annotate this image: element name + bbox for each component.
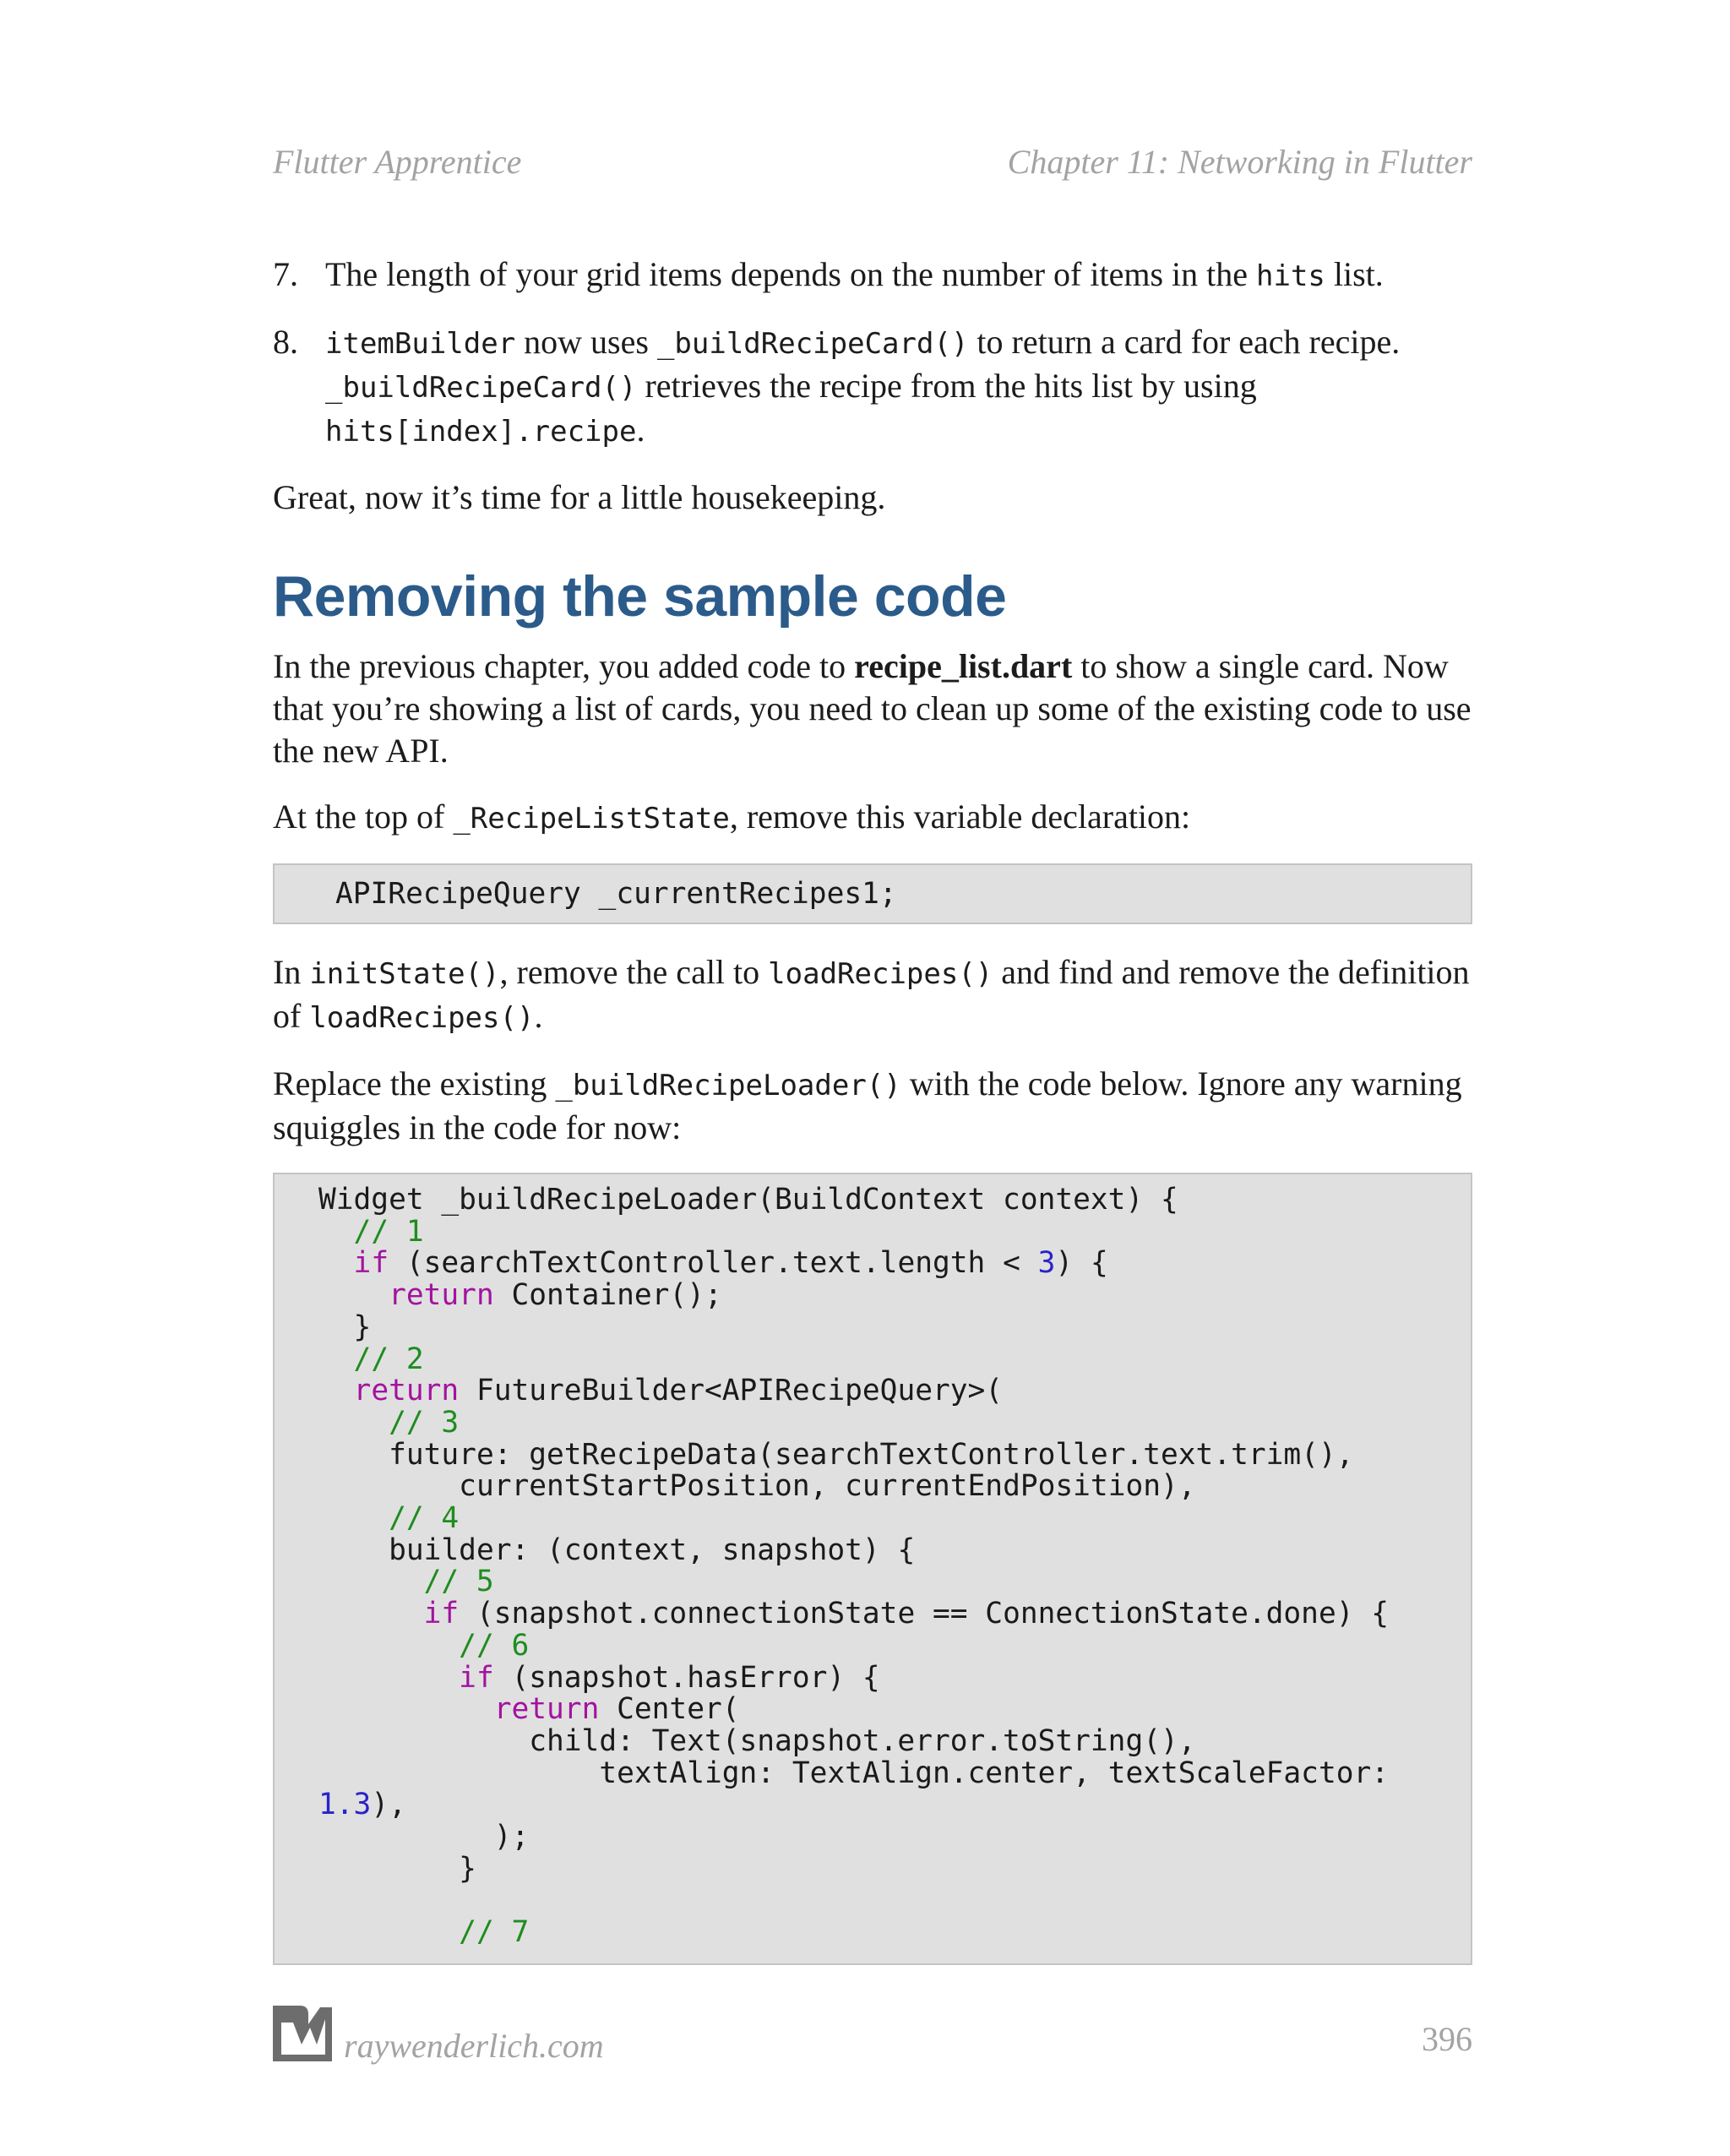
paragraph-housekeeping: Great, now it’s time for a little housekeeping. <box>273 478 886 516</box>
code-keyword: return <box>389 1278 494 1313</box>
code-comment: // 2 <box>353 1342 424 1376</box>
paragraph-initstate <box>273 951 1472 1039</box>
code-line <box>318 1598 1471 1631</box>
code-line <box>318 1628 1471 1663</box>
list-text: . <box>636 411 645 449</box>
site-name: raywenderlich.com <box>344 2027 604 2065</box>
code-text: Center( <box>599 1692 740 1727</box>
code-line <box>318 1471 1471 1503</box>
code-keyword: if <box>353 1246 389 1281</box>
list-text: list. <box>1325 255 1384 293</box>
code-comment: // 3 <box>389 1405 460 1440</box>
inline-code: loadRecipes() <box>768 957 993 991</box>
code-line <box>318 1503 1471 1535</box>
inline-code: _buildRecipeCard() <box>325 371 637 405</box>
code-line <box>318 1184 1471 1217</box>
text: In the previous chapter, you added code to <box>273 647 855 685</box>
list-item-8 <box>273 321 1472 453</box>
inline-code: itemBuilder <box>325 327 516 361</box>
page-footer <box>273 2002 1472 2070</box>
code-comment: // 7 <box>459 1915 530 1950</box>
code-number: 1.3 <box>318 1788 372 1822</box>
code-line <box>318 1851 1471 1886</box>
code-text: ); <box>493 1820 530 1854</box>
code-line <box>318 1789 1471 1821</box>
code-text: textAlign: TextAlign.center, textScaleFactor: <box>599 1756 1390 1790</box>
code-text: currentStartPosition, currentEndPosition), <box>459 1469 1196 1504</box>
section-heading: Removing the sample code <box>273 564 1007 629</box>
list-number: 7. <box>273 255 298 293</box>
code-line <box>318 1821 1471 1854</box>
page-content <box>273 253 1472 1992</box>
inline-code: hits[index].recipe <box>325 415 637 449</box>
file-name: recipe_list.dart <box>854 647 1073 685</box>
text: and find and remove the definition of <box>273 953 1470 1035</box>
code-keyword: if <box>459 1660 494 1695</box>
code-line <box>318 1723 1471 1758</box>
list-text: to return a card for each recipe. <box>968 323 1401 361</box>
code-line <box>318 1375 1471 1407</box>
code-line <box>318 1280 1471 1312</box>
code-text: (snapshot.hasError) { <box>493 1660 880 1695</box>
text: to show a single card. Now that you’re showing a list of cards, you need to clean up some of the existing code to use the new API. <box>273 647 1472 770</box>
code-line <box>318 1694 1471 1726</box>
inline-code: _buildRecipeCard() <box>656 327 969 361</box>
code-block-declaration <box>273 863 1472 924</box>
paragraph-replace <box>273 1063 1472 1149</box>
code-line-blank <box>318 1885 1471 1917</box>
inline-code: _buildRecipeLoader() <box>555 1069 901 1102</box>
code-text: (searchTextController.text.length < <box>389 1246 1038 1281</box>
text: , remove the call to <box>499 953 769 991</box>
code-line <box>318 1535 1471 1567</box>
list-text: The length of your grid items depends on the number of items in the <box>325 255 1256 293</box>
chapter-title: Chapter 11: Networking in Flutter <box>1007 143 1472 181</box>
page-number: 396 <box>1422 2020 1472 2058</box>
text: with the code below. Ignore any warning squiggles in the code for now: <box>273 1064 1462 1146</box>
inline-code: initState() <box>309 957 500 991</box>
code-text: FutureBuilder<APIRecipeQuery>( <box>459 1374 1004 1408</box>
text: At the top of <box>273 798 454 836</box>
code-keyword: if <box>423 1597 460 1631</box>
inline-code: loadRecipes() <box>309 1001 535 1035</box>
text: . <box>534 997 543 1035</box>
code-text: } <box>459 1851 476 1886</box>
code-line <box>318 1248 1471 1280</box>
code-text: Widget _buildRecipeLoader(BuildContext context) { <box>318 1183 1178 1217</box>
code-line: APIRecipeQuery _currentRecipes1; <box>335 877 897 911</box>
code-text: } <box>353 1309 372 1344</box>
list-number: 8. <box>273 323 298 361</box>
raywenderlich-logo-icon <box>273 2002 332 2061</box>
code-text: future: getRecipeData(searchTextController.text.trim(), <box>389 1437 1354 1472</box>
code-keyword: return <box>493 1692 600 1727</box>
inline-code: hits <box>1256 259 1325 293</box>
inline-code: _RecipeListState <box>453 802 730 836</box>
code-line <box>318 1758 1471 1790</box>
code-number: 3 <box>1037 1246 1056 1281</box>
code-text: builder: (context, snapshot) { <box>389 1533 916 1567</box>
code-line <box>318 1309 1471 1344</box>
code-block-build-recipe-loader <box>273 1173 1472 1965</box>
code-keyword: return <box>353 1374 460 1408</box>
text: , remove this variable declaration: <box>729 798 1191 836</box>
code-line <box>318 1344 1471 1376</box>
list-text: retrieves the recipe from the hits list by using <box>636 367 1257 405</box>
code-line <box>318 1407 1471 1440</box>
paragraph-intro <box>273 645 1472 772</box>
list-text: now uses <box>515 323 657 361</box>
code-text: child: Text(snapshot.error.toString(), <box>529 1723 1196 1758</box>
code-line <box>318 1214 1471 1249</box>
code-comment: // 1 <box>353 1214 424 1249</box>
code-line <box>318 1660 1471 1695</box>
code-comment: // 5 <box>423 1565 494 1599</box>
text: In <box>273 953 310 991</box>
code-text: ), <box>371 1788 406 1822</box>
code-line <box>318 1917 1471 1949</box>
text: Replace the existing <box>273 1064 556 1102</box>
code-line <box>318 1566 1471 1598</box>
code-text: Container(); <box>493 1278 722 1313</box>
code-comment: // 6 <box>459 1628 530 1663</box>
paragraph-top <box>273 796 1472 840</box>
code-comment: // 4 <box>389 1501 460 1536</box>
book-title: Flutter Apprentice <box>273 143 522 181</box>
code-text: ) { <box>1055 1246 1108 1281</box>
list-item-7 <box>273 253 1472 297</box>
code-text: (snapshot.connectionState == ConnectionState.done) { <box>459 1597 1390 1631</box>
code-line <box>318 1437 1471 1472</box>
